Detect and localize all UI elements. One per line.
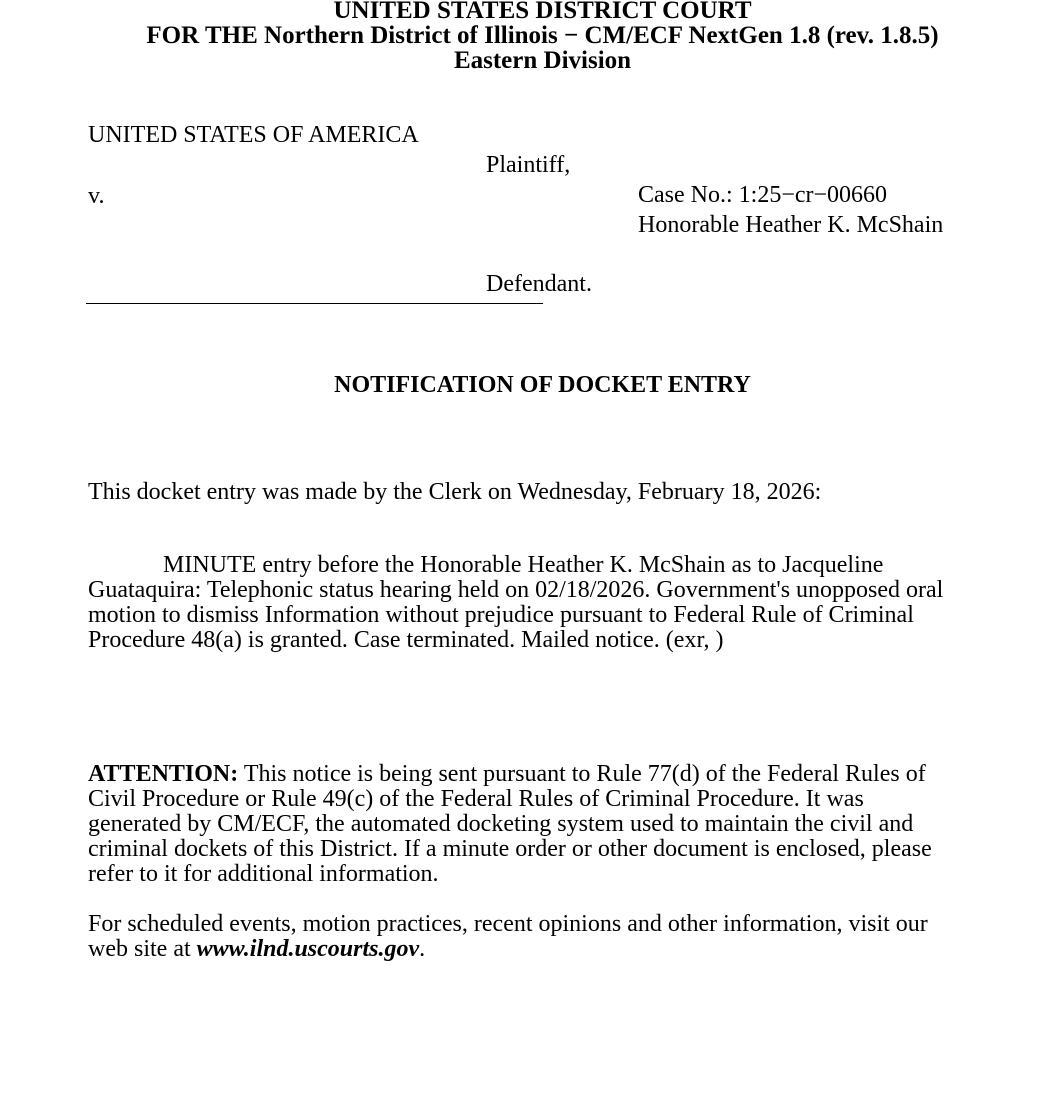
defendant-label: Defendant.: [486, 271, 592, 297]
info-notice: [88, 912, 928, 962]
plaintiff-label: Plaintiff,: [486, 152, 571, 178]
court-website-link[interactable]: www.ilnd.uscourts.gov: [196, 936, 420, 962]
info-line: For scheduled events, motion practices, recent opinions and other information, visit our: [88, 911, 928, 937]
court-division: Eastern Division: [453, 47, 632, 74]
judge-name: Honorable Heather K. McShain: [638, 212, 944, 238]
attention-line: refer to it for additional information.: [88, 861, 439, 887]
court-name: UNITED STATES DISTRICT COURT: [333, 0, 752, 24]
minute-entry-line: MINUTE entry before the Honorable Heather K. McShain as to Jacqueline: [163, 552, 884, 578]
attention-label: ATTENTION:: [88, 761, 239, 787]
attention-notice: [88, 762, 932, 887]
case-number: Case No.: 1:25−cr−00660: [638, 182, 888, 208]
info-prefix: web site at: [88, 936, 197, 962]
attention-line: generated by CM/ECF, the automated docketing system used to maintain the civil and: [88, 811, 914, 837]
attention-line: Civil Procedure or Rule 49(c) of the Federal Rules of Criminal Procedure. It was: [88, 786, 864, 812]
court-district: FOR THE Northern District of Illinois − CM/ECF NextGen 1.8 (rev. 1.8.5): [146, 22, 939, 49]
info-line: [88, 937, 928, 962]
minute-entry: [88, 553, 943, 653]
versus-label: v.: [88, 183, 105, 209]
minute-entry-line: Procedure 48(a) is granted. Case terminated. Mailed notice. (exr, ): [88, 627, 724, 653]
info-suffix: .: [419, 936, 426, 962]
plaintiff-party: UNITED STATES OF AMERICA: [88, 122, 419, 148]
caption-divider: [86, 303, 543, 304]
minute-entry-line: motion to dismiss Information without prejudice pursuant to Federal Rule of Criminal: [88, 602, 914, 628]
attention-line: criminal dockets of this District. If a minute order or other document is enclosed, please: [88, 836, 932, 862]
court-header: [0, 0, 1051, 73]
attention-text: This notice is being sent pursuant to Rule 77(d) of the Federal Rules of: [238, 761, 926, 787]
attention-line: [88, 762, 932, 787]
document-title: NOTIFICATION OF DOCKET ENTRY: [334, 372, 751, 398]
minute-entry-line: Guataquira: Telephonic status hearing held on 02/18/2026. Government's unopposed oral: [88, 577, 944, 603]
entry-intro: This docket entry was made by the Clerk on Wednesday, February 18, 2026:: [88, 479, 822, 505]
